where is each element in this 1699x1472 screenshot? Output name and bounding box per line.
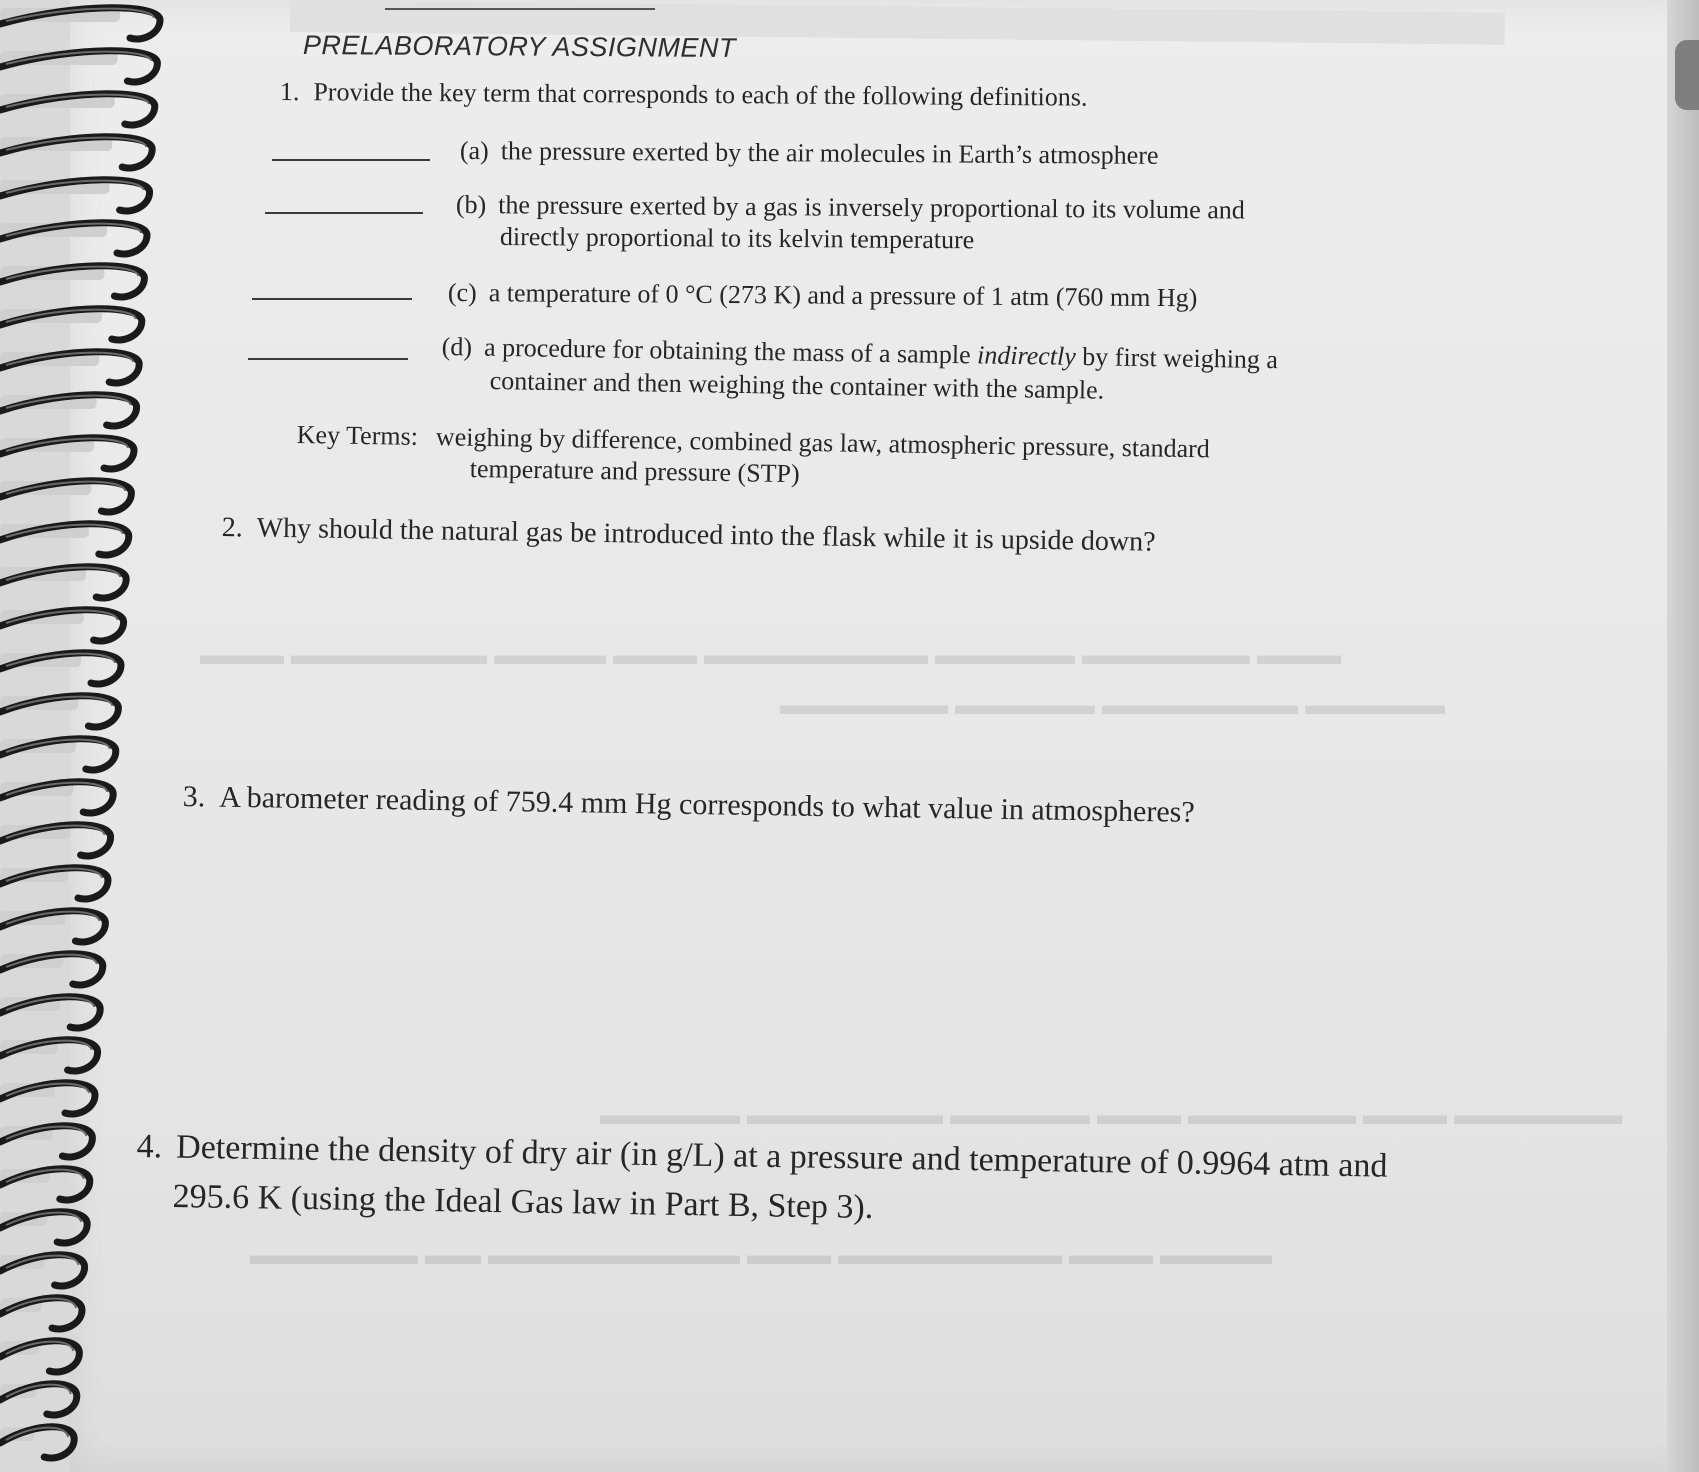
definition-text-end: by first weighing a [1075, 341, 1279, 375]
definition-text: a temperature of 0 °C (273 K) and a pressure of 1 atm (760 mm Hg) [488, 278, 1198, 313]
question-number: 2. [221, 512, 243, 544]
definition-text: the pressure exerted by a gas is inversely proportional to its volume and [498, 190, 1245, 225]
question-text: Provide the key term that corresponds to each of the following definitions. [313, 77, 1088, 112]
key-terms-list: weighing by difference, combined gas law, atmospheric pressure, standard [435, 422, 1211, 464]
spiral-coil [0, 1341, 79, 1372]
bleed-through-text: ▬▬▬▬▬ ▬▬▬▬▬▬▬ ▬▬▬▬▬ ▬▬▬▬▬▬ [780, 690, 1445, 721]
definition-label: (d) [441, 332, 473, 362]
key-terms-label: Key Terms: [296, 420, 419, 451]
definition-a [460, 136, 1159, 171]
question-4-continued: 295.6 K (using the Ideal Gas law in Part B, Step 3). [172, 1178, 874, 1227]
definition-c [448, 278, 1198, 313]
page-edge [1667, 0, 1699, 1472]
definition-label: (b) [455, 190, 487, 220]
top-rule [385, 8, 655, 10]
question-text: Determine the density of dry air (in g/L) at a pressure and temperature of 0.9964 atm and [175, 1128, 1388, 1185]
key-terms-continued: temperature and pressure (STP) [469, 454, 800, 489]
question-number: 3. [182, 780, 206, 814]
definition-b [456, 190, 1245, 226]
spiral-coil [0, 1427, 74, 1458]
question-number: 1. [279, 77, 300, 107]
answer-blank-a[interactable] [272, 158, 430, 161]
page-title: PRELABORATORY ASSIGNMENT [302, 30, 737, 64]
bleed-through-text: ▬▬▬ ▬▬▬▬▬▬ ▬▬▬▬▬ ▬▬▬▬▬▬▬▬ ▬▬▬ ▬▬▬▬ ▬▬▬▬▬▬▬ ▬▬▬ [200, 640, 1341, 671]
question-text: Why should the natural gas be introduced into the flask while it is upside down? [256, 512, 1156, 558]
definition-text: the pressure exerted by the air molecules in Earth’s atmosphere [500, 136, 1159, 170]
question-text: A barometer reading of 759.4 mm Hg corresponds to what value in atmospheres? [218, 780, 1195, 829]
answer-blank-b[interactable] [265, 211, 423, 214]
question-1 [280, 77, 1088, 113]
spiral-coil [0, 1384, 77, 1415]
binder-tab [1675, 40, 1699, 110]
definition-label: (c) [447, 278, 477, 308]
definition-text: a procedure for obtaining the mass of a sample [483, 332, 978, 370]
bleed-through-text: ▬▬▬▬▬▬ ▬▬▬ ▬▬▬▬▬▬ ▬▬▬ ▬▬▬▬▬ ▬▬▬▬▬▬▬ ▬▬▬▬▬ [600, 1100, 1622, 1131]
question-number: 4. [136, 1128, 163, 1166]
definition-label: (a) [459, 136, 489, 166]
answer-blank-c[interactable] [252, 297, 412, 300]
answer-blank-d[interactable] [248, 357, 408, 360]
definition-d-continued: container and then weighing the container with the sample. [489, 366, 1105, 405]
definition-b-continued: directly proportional to its kelvin temperature [499, 222, 975, 255]
definition-emphasis: indirectly [976, 340, 1077, 371]
bleed-through-text: ▬▬▬▬ ▬▬▬ ▬▬▬▬▬▬▬▬ ▬▬▬ ▬▬▬▬▬▬▬▬▬ ▬▬ ▬▬▬▬▬▬ [250, 1240, 1272, 1271]
